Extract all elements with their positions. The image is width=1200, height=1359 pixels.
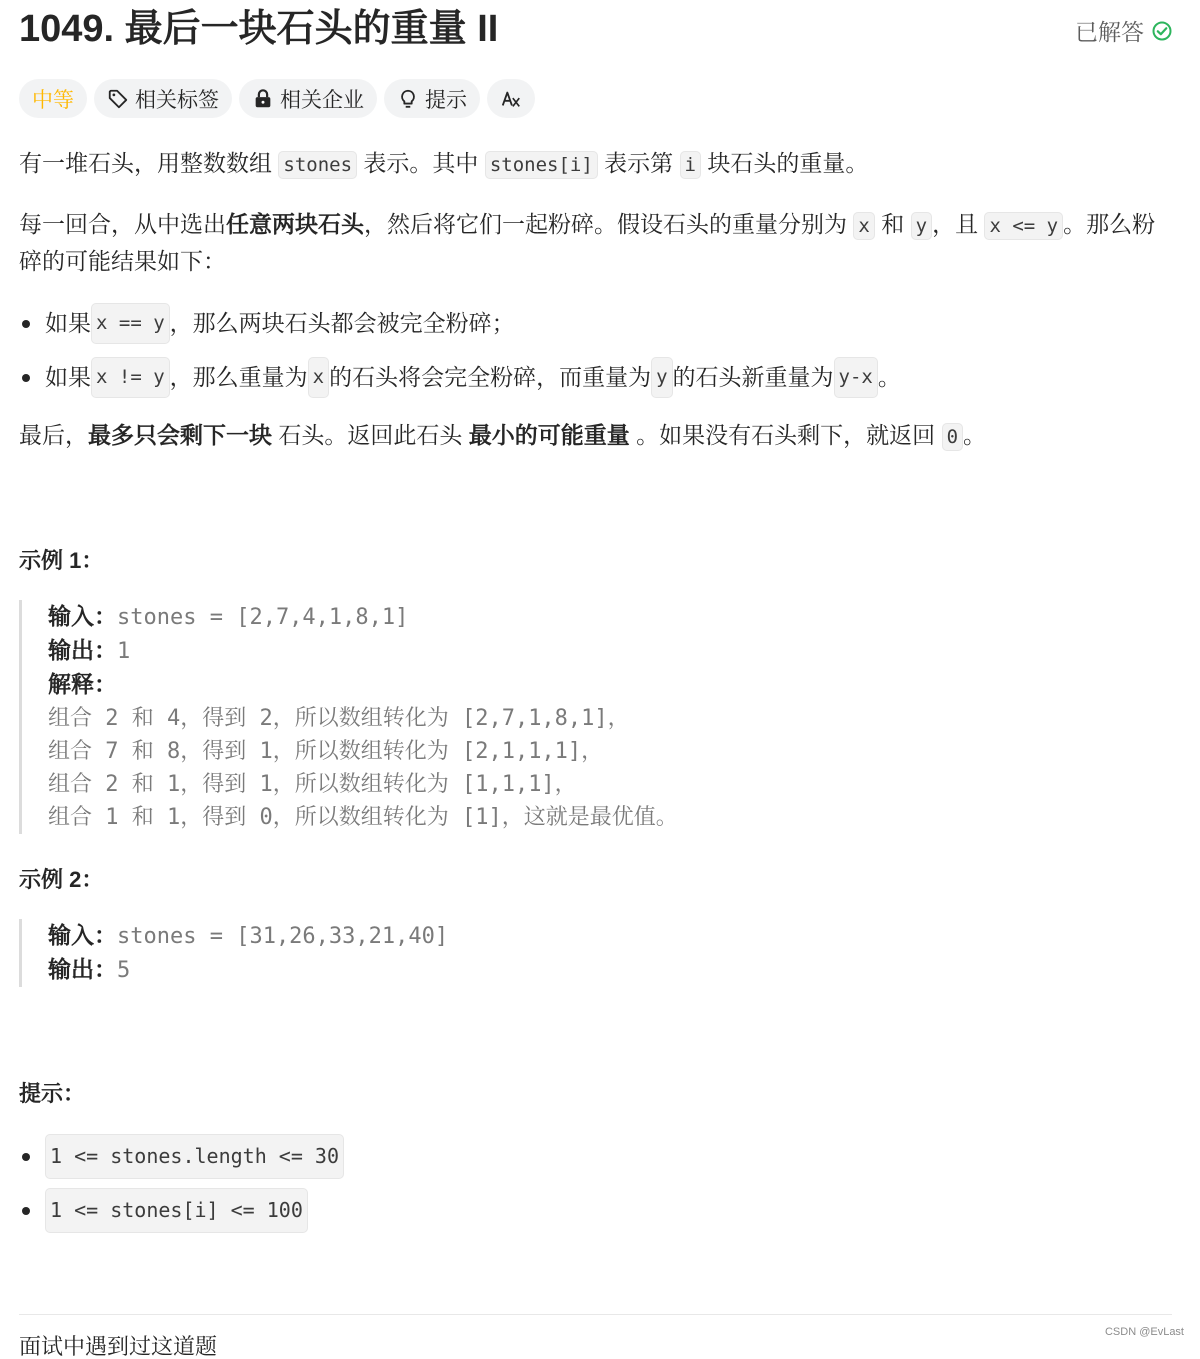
example-1-explain-line: 组合 7 和 8，得到 1，所以数组转化为 [2,1,1,1]， — [48, 739, 604, 764]
interview-question-link[interactable]: 面试中遇到过这道题 — [19, 1334, 218, 1359]
example-1-output-line: 输出：1 — [48, 637, 131, 664]
example-1-heading: 示例 1： — [19, 548, 104, 573]
lightbulb-icon — [397, 88, 419, 110]
lock-icon — [252, 88, 274, 110]
check-circle-icon — [1152, 21, 1172, 41]
constraint-item: 1 <= stones.length <= 30 — [19, 1134, 344, 1179]
code-y: y — [911, 212, 932, 240]
description-paragraph-3: 最后，最多只会剩下一块 石头。返回此石头 最小的可能重量 。如果没有石头剩下，就返回 0 。 — [19, 418, 1160, 455]
tag-bar — [19, 79, 535, 118]
difficulty-badge[interactable] — [19, 79, 87, 118]
problem-header — [19, 6, 1172, 54]
bullet-dot — [22, 1153, 30, 1161]
bullet-dot — [22, 374, 30, 382]
code-x-le-y: x <= y — [984, 212, 1063, 240]
hint-button[interactable] — [384, 79, 480, 118]
example-2-output-line: 输出：5 — [48, 956, 131, 983]
translate-button[interactable] — [487, 79, 535, 118]
constraint-item: 1 <= stones[i] <= 100 — [19, 1188, 308, 1233]
example-1-explain-line: 组合 2 和 4，得到 2，所以数组转化为 [2,7,1,8,1]， — [48, 706, 630, 731]
solved-status[interactable] — [1075, 14, 1172, 47]
problem-title: 1049. 最后一块石头的重量 II — [19, 8, 499, 50]
code-x: x — [853, 212, 874, 240]
related-tags-label: 相关标签 — [135, 88, 219, 112]
section-divider — [19, 1314, 1172, 1315]
tag-icon — [107, 88, 129, 110]
example-2-heading: 示例 2： — [19, 867, 104, 892]
rule-bullet-2: 如果 x != y ，那么重量为 x 的石头将会完全粉碎，而重量为 y 的石头新重量为 y-x 。 — [19, 357, 901, 398]
related-tags-button[interactable] — [94, 79, 232, 118]
rule-bullet-1: 如果 x == y ，那么两块石头都会被完全粉碎； — [19, 303, 515, 344]
example-1-block — [19, 600, 678, 834]
hint-label: 提示 — [425, 88, 467, 112]
example-2-block — [19, 919, 448, 987]
code-stones: stones — [278, 151, 357, 179]
bullet-dot — [22, 320, 30, 328]
bullet-dot — [22, 1207, 30, 1215]
description-paragraph-2: 每一回合，从中选出任意两块石头，然后将它们一起粉碎。假设石头的重量分别为 x 和 y ，且 x <= y 。那么粉碎的可能结果如下： — [19, 211, 1156, 274]
translate-icon — [500, 88, 522, 110]
difficulty-label: 中等 — [32, 88, 74, 112]
description-paragraph-1: 有一堆石头，用整数数组 stones 表示。其中 stones[i] 表示第 i 块石头的重量。 — [19, 146, 1160, 183]
example-1-explain-label: 解释： — [48, 671, 117, 697]
companies-button[interactable] — [239, 79, 377, 118]
solved-status-label: 已解答 — [1075, 19, 1144, 45]
watermark: CSDN @EvLast — [1104, 1326, 1184, 1338]
example-1-explain-line: 组合 1 和 1，得到 0，所以数组转化为 [1]，这就是最优值。 — [48, 805, 678, 830]
example-1-input-line: 输入：stones = [2,7,4,1,8,1] — [48, 603, 409, 630]
example-1-explain-line: 组合 2 和 1，得到 1，所以数组转化为 [1,1,1]， — [48, 772, 577, 797]
constraints-heading: 提示： — [19, 1081, 86, 1106]
code-stones-i: stones[i] — [485, 151, 598, 179]
companies-label: 相关企业 — [280, 88, 364, 112]
example-2-input-line: 输入：stones = [31,26,33,21,40] — [48, 922, 449, 949]
code-i: i — [680, 151, 701, 179]
